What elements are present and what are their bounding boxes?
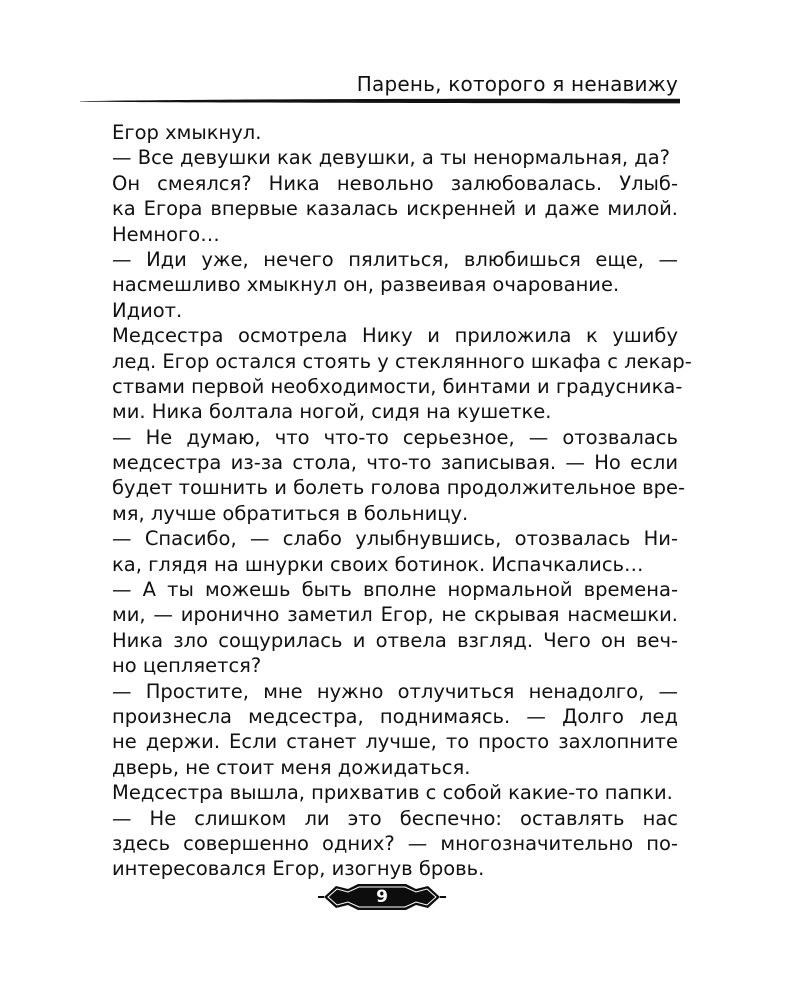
text-line: Идиот. xyxy=(112,298,183,322)
text-line: Ника зло сощурилась и отвела взгляд. Чего он веч- xyxy=(112,628,678,652)
text-line: Медсестра осмотрела Нику и приложила к ушибу xyxy=(112,324,678,348)
text-line: дверь, не стоит меня дожидаться. xyxy=(112,755,471,779)
text-line: ствами первой необходимости, бинтами и градусника- xyxy=(112,374,683,398)
text-line: медсестра из-за стола, что-то записывая. — Но если xyxy=(112,451,678,475)
text-line: — Не слишком ли это беспечно: оставлять нас xyxy=(112,806,678,830)
text-line: лед. Егор остался стоять у стеклянного шкафа с лекар- xyxy=(112,349,692,373)
text-line: Егор хмыкнул. xyxy=(112,121,262,144)
text-line: но цепляется? xyxy=(112,654,262,678)
text-line: ми. Ника болтала ногой, сидя на кушетке. xyxy=(112,400,552,424)
text-line: Немного… xyxy=(112,222,220,246)
book-title: Парень, которого я ненавижу xyxy=(356,72,678,96)
header-rule xyxy=(80,98,680,104)
text-line: — Простите, мне нужно отлучиться ненадолго, — xyxy=(112,679,678,703)
text-line: — Не думаю, что что-то серьезное, — отозвалась xyxy=(112,425,678,449)
text-line: мя, лучше обратиться в больницу. xyxy=(112,501,469,525)
text-line: Он смеялся? Ника невольно залюбовалась. Улыб- xyxy=(112,171,678,195)
text-line: ми, — иронично заметил Егор, не скрывая насмешки. xyxy=(112,603,678,627)
text-line: интересовался Егор, изогнув бровь. xyxy=(112,857,485,881)
page-number-badge xyxy=(318,880,446,914)
text-line: — Иди уже, нечего пялиться, влюбишься еще, — xyxy=(112,247,678,271)
text-line: будет тошнить и болеть голова продолжительное вре- xyxy=(112,476,686,500)
page-body xyxy=(112,120,692,882)
text-line: здесь совершенно одних? — многозначительно по- xyxy=(112,831,678,855)
text-line: произнесла медсестра, поднимаясь. — Долго лед xyxy=(112,704,678,728)
text-line: — А ты можешь быть вполне нормальной времена- xyxy=(112,578,678,602)
page-number: 9 xyxy=(376,887,388,907)
text-line: Медсестра вышла, прихватив с собой какие-то папки. xyxy=(112,781,673,805)
running-header xyxy=(80,72,680,102)
text-line: — Все девушки как девушки, а ты ненормальная, да? xyxy=(112,146,671,170)
text-line: насмешливо хмыкнул он, развеивая очарование. xyxy=(112,273,620,297)
text-line: ка Егора впервые казалась искренней и даже милой. xyxy=(112,197,678,221)
text-line: ка, глядя на шнурки своих ботинок. Испачкались… xyxy=(112,552,644,576)
text-line: не держи. Если станет лучше, то просто захлопните xyxy=(112,730,678,754)
text-line: — Спасибо, — слабо улыбнувшись, отозвалась Ни- xyxy=(112,527,678,551)
